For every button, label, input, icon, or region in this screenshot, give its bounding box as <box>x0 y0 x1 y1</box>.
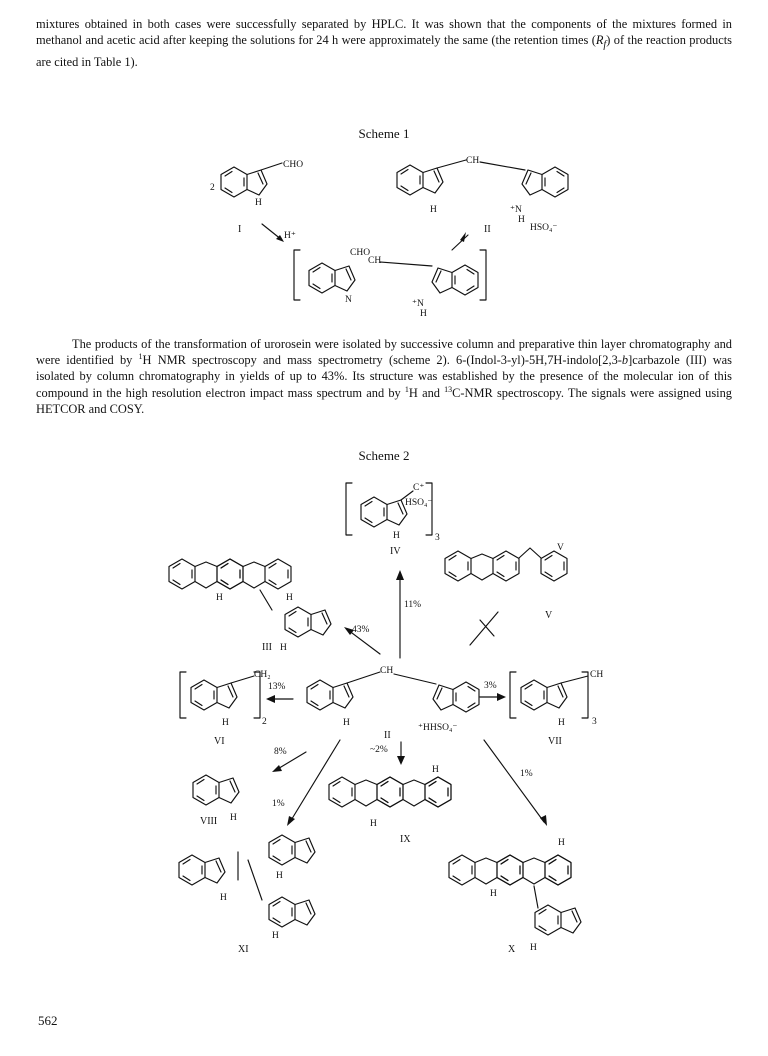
svg-text:2: 2 <box>262 717 267 727</box>
svg-text:III: III <box>262 642 272 653</box>
svg-text:CH: CH <box>368 256 382 266</box>
svg-text:H: H <box>393 531 400 541</box>
svg-text:H: H <box>216 593 223 603</box>
svg-text:1%: 1% <box>520 769 533 779</box>
svg-text:43%: 43% <box>352 625 370 635</box>
svg-text:H: H <box>558 718 565 728</box>
svg-text:H: H <box>220 893 227 903</box>
svg-text:H: H <box>222 718 229 728</box>
svg-text:IV: IV <box>390 546 401 557</box>
svg-text:13%: 13% <box>268 682 286 692</box>
svg-text:H: H <box>420 309 427 319</box>
svg-text:H: H <box>430 205 437 215</box>
intro-paragraph: mixtures obtained in both cases were successfully separated by HPLC. It was shown that the components of the mixtures formed in methanol and acetic acid after keeping the solutions for 24 h were approximately the same (the retention times $(R_f)$ of the reaction products are cited in Table 1). <box>36 17 732 69</box>
results-paragraph: The products of the transformation of urorosein were isolated by successive column and preparative thin layer chromatography and were identified by $^1$H NMR spectroscopy and mass spectrometry (scheme 2). 6-(Indol-3-yl)-5H,7H-indolo[2,3-b]carbazole (III) was isolated by column chromatography in yields of up to 43%. Its structure was established by the presence of the molecular ion of this compound in the high resolution electron impact mass spectrum and by $^1$H and $^{13}$C-NMR spectroscopy. The signals were assigned using HETCOR and COSY. <box>36 337 732 416</box>
svg-text:CH: CH <box>590 670 604 680</box>
svg-text:IX: IX <box>400 834 411 845</box>
svg-text:CHO: CHO <box>350 248 371 258</box>
svg-text:H: H <box>280 643 287 653</box>
svg-text:H: H <box>490 889 497 899</box>
svg-text:X: X <box>508 944 516 955</box>
svg-text:VII: VII <box>548 736 562 747</box>
svg-text:CH: CH <box>380 666 394 676</box>
scheme1-cho: CHO <box>283 160 304 170</box>
svg-text:HSO₄⁻: HSO₄⁻ <box>430 723 458 733</box>
svg-text:H: H <box>272 931 279 941</box>
svg-text:C⁺: C⁺ <box>413 483 425 493</box>
svg-text:H: H <box>255 198 262 208</box>
svg-text:H: H <box>286 593 293 603</box>
svg-text:3: 3 <box>435 533 440 543</box>
svg-text:V: V <box>545 610 553 621</box>
page-number: 562 <box>38 1013 58 1028</box>
svg-text:H: H <box>518 215 525 225</box>
svg-text:XI: XI <box>238 944 249 955</box>
scheme-1-title: Scheme 1 <box>358 126 410 141</box>
svg-text:I: I <box>238 224 242 235</box>
svg-text:⁺N: ⁺N <box>510 205 522 215</box>
svg-text:⁺H: ⁺H <box>418 723 430 733</box>
svg-text:3: 3 <box>592 717 597 727</box>
svg-text:H: H <box>230 813 237 823</box>
svg-text:VI: VI <box>214 736 225 747</box>
svg-text:H: H <box>558 838 565 848</box>
svg-text:11%: 11% <box>404 600 422 610</box>
svg-text:~2%: ~2% <box>370 745 388 755</box>
svg-text:H: H <box>530 943 537 953</box>
svg-text:H: H <box>432 765 439 775</box>
svg-text:HSO₄⁻: HSO₄⁻ <box>530 223 558 233</box>
svg-text:3%: 3% <box>484 681 497 691</box>
svg-text:CH₂: CH₂ <box>254 670 271 680</box>
svg-text:H: H <box>343 718 350 728</box>
svg-text:VIII: VIII <box>200 816 218 827</box>
svg-text:HSO₄⁻: HSO₄⁻ <box>405 498 433 508</box>
svg-text:II: II <box>384 730 391 741</box>
svg-text:II: II <box>484 224 491 235</box>
svg-text:V: V <box>557 543 564 553</box>
svg-text:H: H <box>276 871 283 881</box>
svg-text:H⁺: H⁺ <box>284 231 296 241</box>
svg-text:8%: 8% <box>274 747 287 757</box>
scheme-2-title: Scheme 2 <box>358 448 410 463</box>
svg-text:⁺N: ⁺N <box>412 299 424 309</box>
svg-text:1%: 1% <box>272 799 285 809</box>
svg-text:N: N <box>345 295 352 305</box>
svg-text:CH: CH <box>466 156 480 166</box>
svg-text:2: 2 <box>210 183 215 193</box>
svg-text:H: H <box>370 819 377 829</box>
